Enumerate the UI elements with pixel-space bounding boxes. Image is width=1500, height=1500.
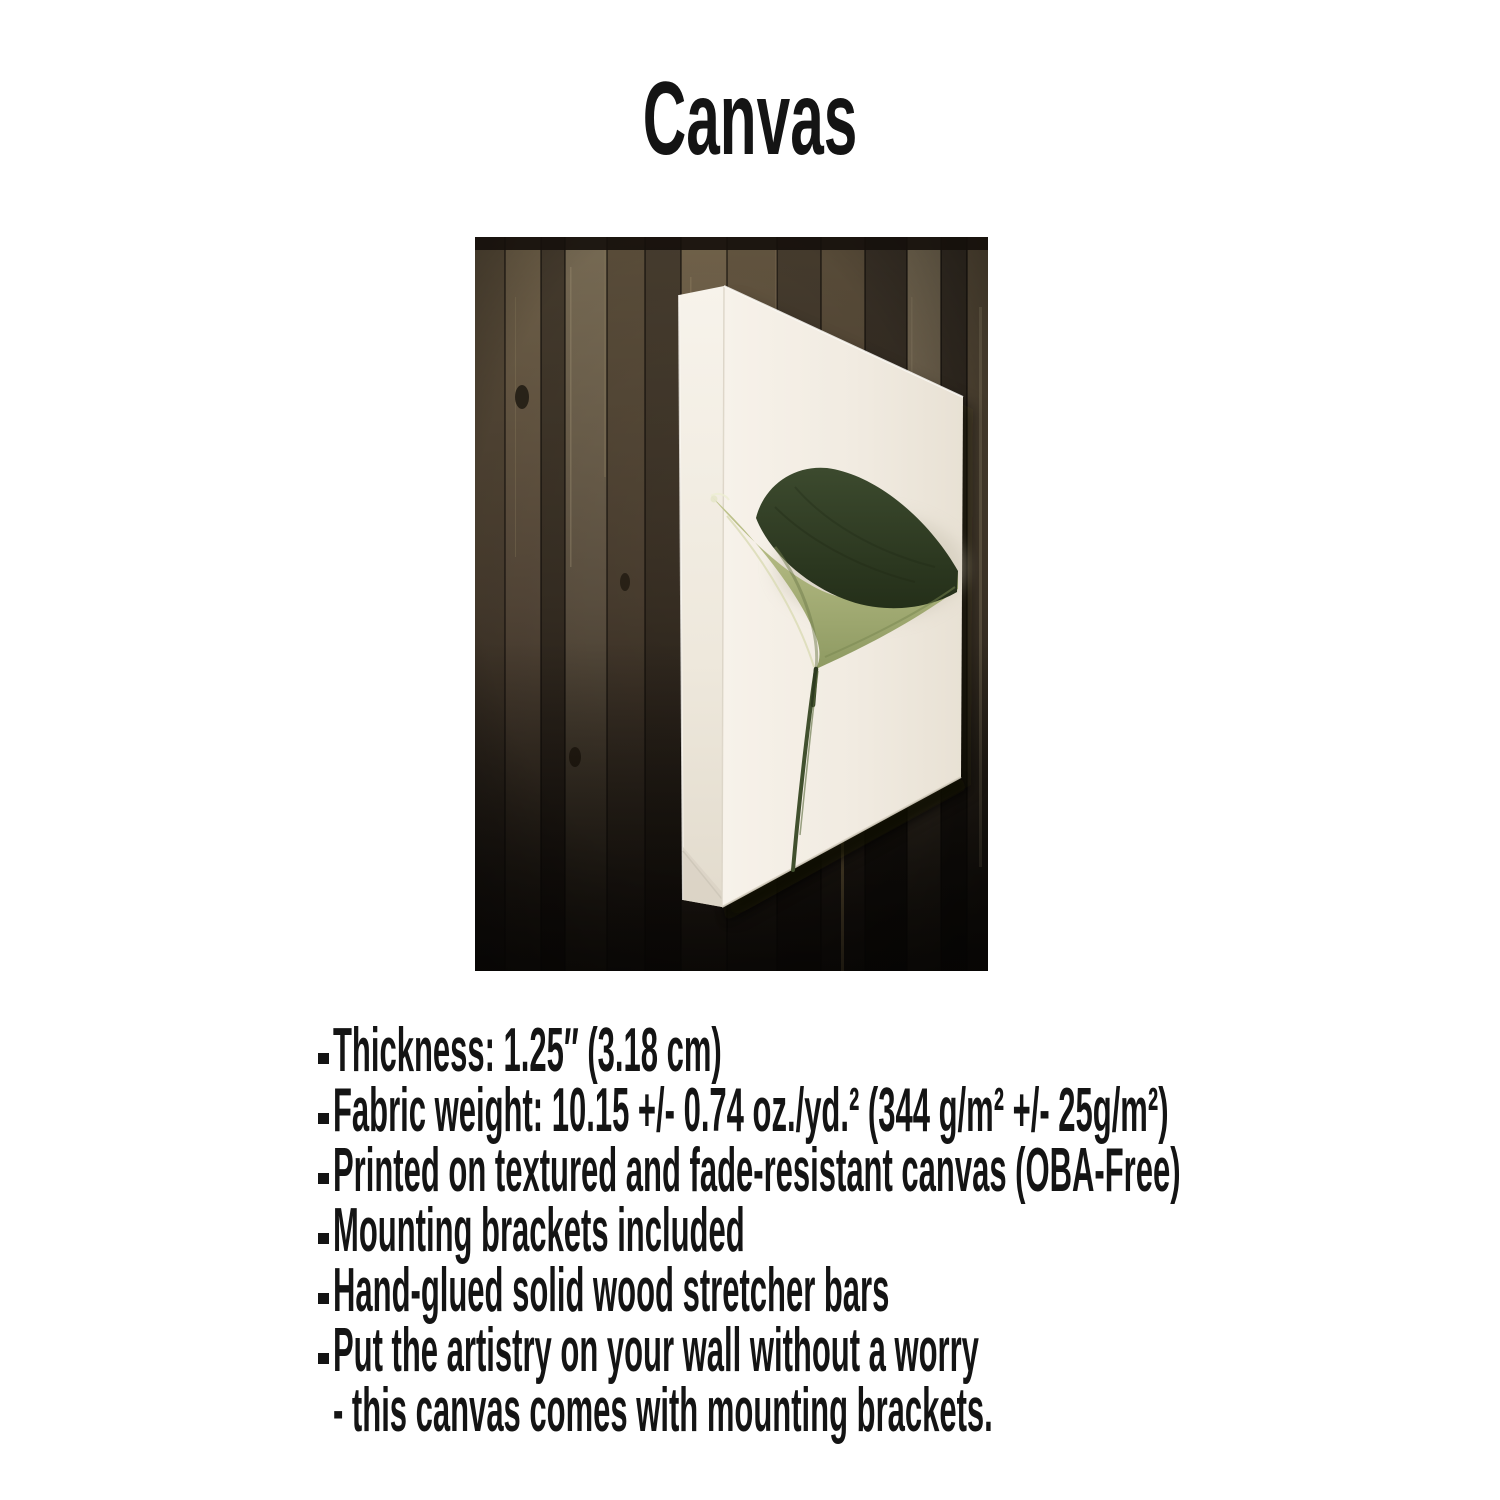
spec-item-fabric-weight — [318, 1076, 1500, 1145]
product-photo — [475, 237, 988, 971]
spec-item-printed — [318, 1136, 1500, 1205]
page-title-text: Canvas — [642, 61, 858, 177]
spec-item-text: Mounting brackets included — [333, 1196, 745, 1265]
spec-item-text: - this canvas comes with mounting brackets. — [333, 1376, 993, 1445]
spec-list — [318, 1016, 1500, 1445]
spec-item-brackets — [318, 1196, 1500, 1265]
bullet-square-icon — [318, 1353, 329, 1364]
spec-item-thickness — [318, 1016, 1500, 1085]
spec-item-continuation — [318, 1376, 1500, 1445]
bullet-square-icon — [318, 1173, 329, 1184]
bullet-square-icon — [318, 1113, 329, 1124]
spec-item-text: Hand-glued solid wood stretcher bars — [333, 1256, 890, 1325]
spec-item-text: Printed on textured and fade-resistant canvas (OBA-Free) — [333, 1136, 1181, 1205]
spec-item-stretcher-bars — [318, 1256, 1500, 1325]
spec-item-text: Put the artistry on your wall without a worry — [333, 1316, 979, 1385]
bullet-square-icon — [318, 1293, 329, 1304]
bullet-square-icon — [318, 1053, 329, 1064]
spec-item-text: Fabric weight: 10.15 +/- 0.74 oz./yd.² (344 g/m² +/- 25g/m²) — [333, 1076, 1169, 1145]
spec-item-text: Thickness: 1.25″ (3.18 cm) — [333, 1016, 722, 1085]
bullet-square-icon — [318, 1233, 329, 1244]
page-title — [0, 61, 1500, 177]
spec-item-artistry — [318, 1316, 1500, 1385]
canvas-on-wood-wall-image — [475, 237, 988, 971]
